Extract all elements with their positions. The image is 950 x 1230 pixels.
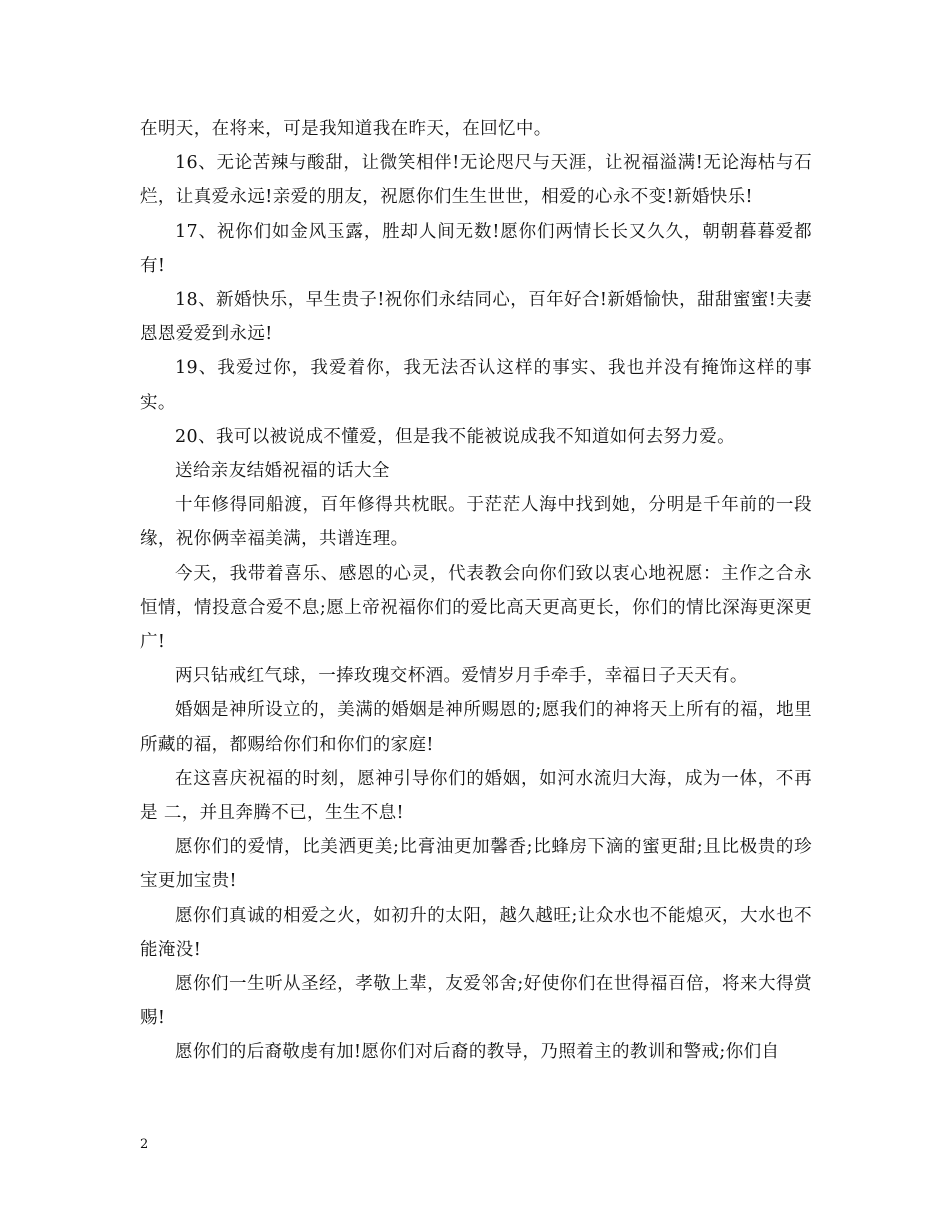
paragraph: 18、新婚快乐，早生贵子!祝你们永结同心，百年好合!新婚愉快，甜甜蜜蜜!夫妻恩恩爱爱到永远! (140, 290, 812, 345)
paragraph: 两只钻戒红气球，一捧玫瑰交杯酒。爱情岁月手牵手，幸福日子天天有。 (175, 666, 748, 687)
paragraph: 20、我可以被说成不懂爱，但是我不能被说成我不知道如何去努力爱。 (175, 426, 736, 447)
paragraph: 17、祝你们如金风玉露，胜却人间无数!愿你们两情长长又久久，朝朝暮暮爱都有! (140, 221, 812, 276)
paragraph: 16、无论苦辣与酸甜，让微笑相伴!无论咫尺与天涯，让祝福溢满!无论海枯与石烂，让真爱永远!亲爱的朋友，祝愿你们生生世世，相爱的心永不变!新婚快乐! (140, 153, 812, 208)
paragraph: 在明天，在将来，可是我知道我在昨天，在回忆中。 (140, 119, 552, 139)
paragraph: 今天，我带着喜乐、感恩的心灵，代表教会向你们致以衷心地祝愿：主作之合永恒情，情投意合爱不息;愿上帝祝福你们的爱比高天更高更长，你们的情比深海更深更广! (140, 563, 812, 653)
paragraph: 婚姻是神所设立的，美满的婚姻是神所赐恩的;愿我们的神将天上所有的福，地里所藏的福，都赐给你们和你们的家庭! (140, 700, 812, 755)
paragraph: 十年修得同船渡，百年修得共枕眠。于茫茫人海中找到她，分明是千年前的一段缘，祝你俩幸福美满，共谱连理。 (140, 495, 812, 550)
paragraph: 愿你们的后裔敬虔有加!愿你们对后裔的教导，乃照着主的教训和警戒;你们自 (175, 1042, 780, 1063)
paragraph: 在这喜庆祝福的时刻，愿神引导你们的婚姻，如河水流归大海，成为一体，不再是 二，并且奔腾不已，生生不息! (140, 768, 812, 824)
paragraph: 19、我爱过你，我爱着你，我无法否认这样的事实、我也并没有掩饰这样的事实。 (140, 358, 812, 413)
section-heading: 送给亲友结婚祝福的话大全 (175, 461, 390, 482)
paragraph: 愿你们一生听从圣经，孝敬上辈，友爱邻舍;好使你们在世得福百倍，将来大得赏赐! (140, 974, 812, 1029)
body-text (140, 112, 812, 1070)
paragraph: 愿你们真诚的相爱之火，如初升的太阳，越久越旺;让众水也不能熄灭，大水也不能淹没! (140, 905, 812, 960)
page-number: 2 (140, 1137, 149, 1152)
paragraph: 愿你们的爱情，比美洒更美;比膏油更加馨香;比蜂房下滴的蜜更甜;且比极贵的珍宝更加宝贵! (140, 837, 812, 892)
